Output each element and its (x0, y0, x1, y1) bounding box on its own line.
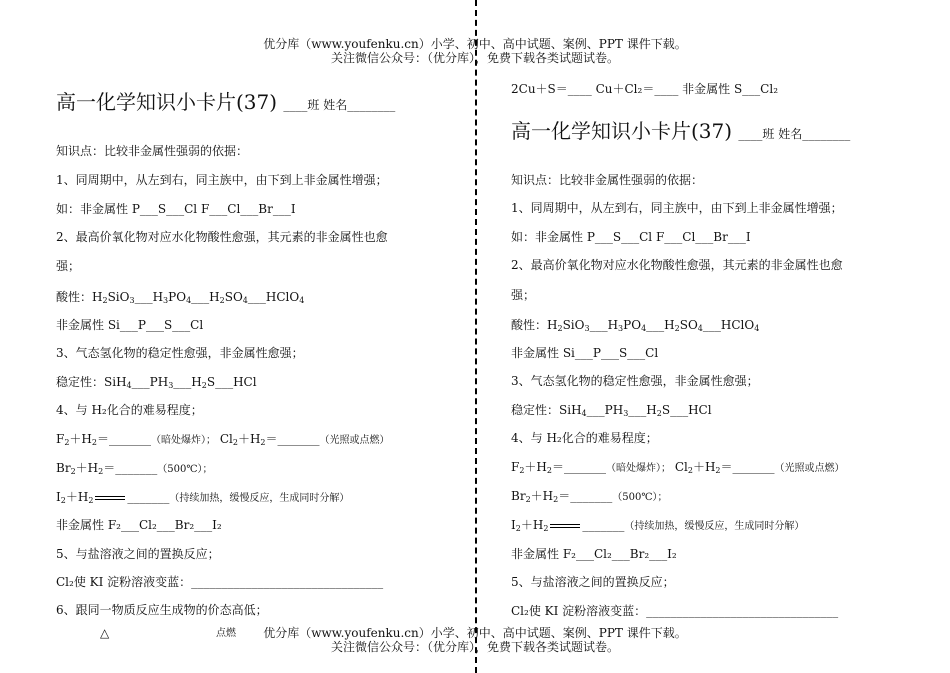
footer-line-2: 关注微信公众号：（优分库），免费下载各类试题试卷。 (330, 640, 619, 654)
triangle-mark: △ (100, 626, 110, 640)
nonmetal-f-line: 非金属性 F₂___Cl₂___Br₂___I₂ (56, 518, 222, 532)
rule-5: 5、与盐溶液之间的置换反应； (56, 547, 220, 561)
stability-line: 稳定性：$SiH_4\_\_\_PH_3\_\_\_H_2S\_\_\_HCl$ (56, 375, 257, 390)
rule-4: 4、与 H₂化合的难易程度； (56, 403, 203, 417)
br2-line-right: $Br_2+H_2=\_\_\_\_\_\_\_(500℃)$； (511, 489, 668, 504)
card-title: 高一化学知识小卡片(37) ____班 姓名________ (56, 90, 396, 114)
rule-2: 2、最高价氧化物对应水化物酸性愈强，其元素的非金属性也愈 (56, 230, 388, 244)
nonmetal-si-line-right: 非金属性 Si___P___S___Cl (511, 346, 659, 360)
rule-4-right: 4、与 H₂化合的难易程度； (511, 431, 658, 445)
rule-2-cont: 强； (56, 259, 81, 273)
nonmetal-f-line-right: 非金属性 F₂___Cl₂___Br₂___I₂ (511, 547, 677, 561)
reversible-arrow-icon (95, 494, 125, 502)
rule-1: 1、同周期中，从左到右，同主族中，由下到上非金属性增强； (56, 173, 388, 187)
footer-line-1: 优分库（www.youfenku.cn）小学、初中、高中试题、案例、PPT 课件下载。 (263, 626, 687, 640)
acid-line-right: 酸性：$H_2SiO_3\_\_\_H_3PO_4\_\_\_H_2SO_4\_\_\_HClO_4$ (511, 318, 760, 333)
header-line-2: 关注微信公众号：（优分库），免费下载各类试题试卷。 (330, 51, 619, 65)
acid-line: 酸性：$H_2SiO_3\_\_\_H_3PO_4\_\_\_H_2SO_4\_\_\_HClO_4$ (56, 290, 305, 305)
class-name-blank: ____班 姓名________ (283, 98, 396, 112)
page-footer (0, 626, 950, 654)
knowledge-point-right: 知识点：比较非金属性强弱的依据： (511, 173, 704, 187)
rule-1-example-right: 如：非金属性 P___S___Cl F___Cl___Br___I (511, 230, 751, 244)
rule-6: 6、跟同一物质反应生成物的价态高低； (56, 603, 268, 617)
page-header (0, 37, 950, 65)
rule-1-example: 如：非金属性 P___S___Cl F___Cl___Br___I (56, 202, 296, 216)
reversible-arrow-icon (550, 522, 580, 530)
nonmetal-si-line: 非金属性 Si___P___S___Cl (56, 318, 204, 332)
i2-line-right: $I_2+H_2$ _______（持续加热，缓慢反应，生成同时分解） (511, 518, 805, 533)
right-top-line: 2Cu＋S＝____ Cu＋Cl₂＝____ 非金属性 S___Cl₂ (511, 82, 779, 96)
class-name-blank-right: ____班 姓名________ (738, 127, 851, 141)
rule-5-example-right: Cl₂使 KI 淀粉溶液变蓝：________________________________ (511, 604, 839, 618)
rule-3: 3、气态氢化物的稳定性愈强，非金属性愈强； (56, 346, 304, 360)
header-line-1: 优分库（www.youfenku.cn）小学、初中、高中试题、案例、PPT 课件下载。 (263, 37, 687, 51)
ignite-mark: 点燃 (216, 628, 236, 639)
br2-line: $Br_2+H_2=\_\_\_\_\_\_\_(500℃)$； (56, 461, 213, 476)
rule-2-cont-right: 强； (511, 288, 536, 302)
rule-5-example: Cl₂使 KI 淀粉溶液变蓝：________________________________ (56, 575, 384, 589)
rule-2-right: 2、最高价氧化物对应水化物酸性愈强，其元素的非金属性也愈 (511, 258, 843, 272)
i2-line: $I_2+H_2$ _______（持续加热，缓慢反应，生成同时分解） (56, 490, 350, 505)
rule-1-right: 1、同周期中，从左到右，同主族中，由下到上非金属性增强； (511, 201, 843, 215)
rule-5-right: 5、与盐溶液之间的置换反应； (511, 575, 675, 589)
f2-cl2-line: $F_2+H_2=\_\_\_\_\_\_\_$（暗处爆炸）； $Cl_2+H_2=\_\_\_\_\_\_\_$（光照或点燃） (56, 432, 390, 447)
f2-cl2-line-right: $F_2+H_2=\_\_\_\_\_\_\_$（暗处爆炸）； $Cl_2+H_2=\_\_\_\_\_\_\_$（光照或点燃） (511, 460, 845, 475)
knowledge-point: 知识点：比较非金属性强弱的依据： (56, 144, 249, 158)
card-title-right: 高一化学知识小卡片(37) ____班 姓名________ (511, 119, 851, 143)
stability-line-right: 稳定性：$SiH_4\_\_\_PH_3\_\_\_H_2S\_\_\_HCl$ (511, 403, 712, 418)
rule-3-right: 3、气态氢化物的稳定性愈强，非金属性愈强； (511, 374, 759, 388)
cut-divider (475, 0, 477, 673)
